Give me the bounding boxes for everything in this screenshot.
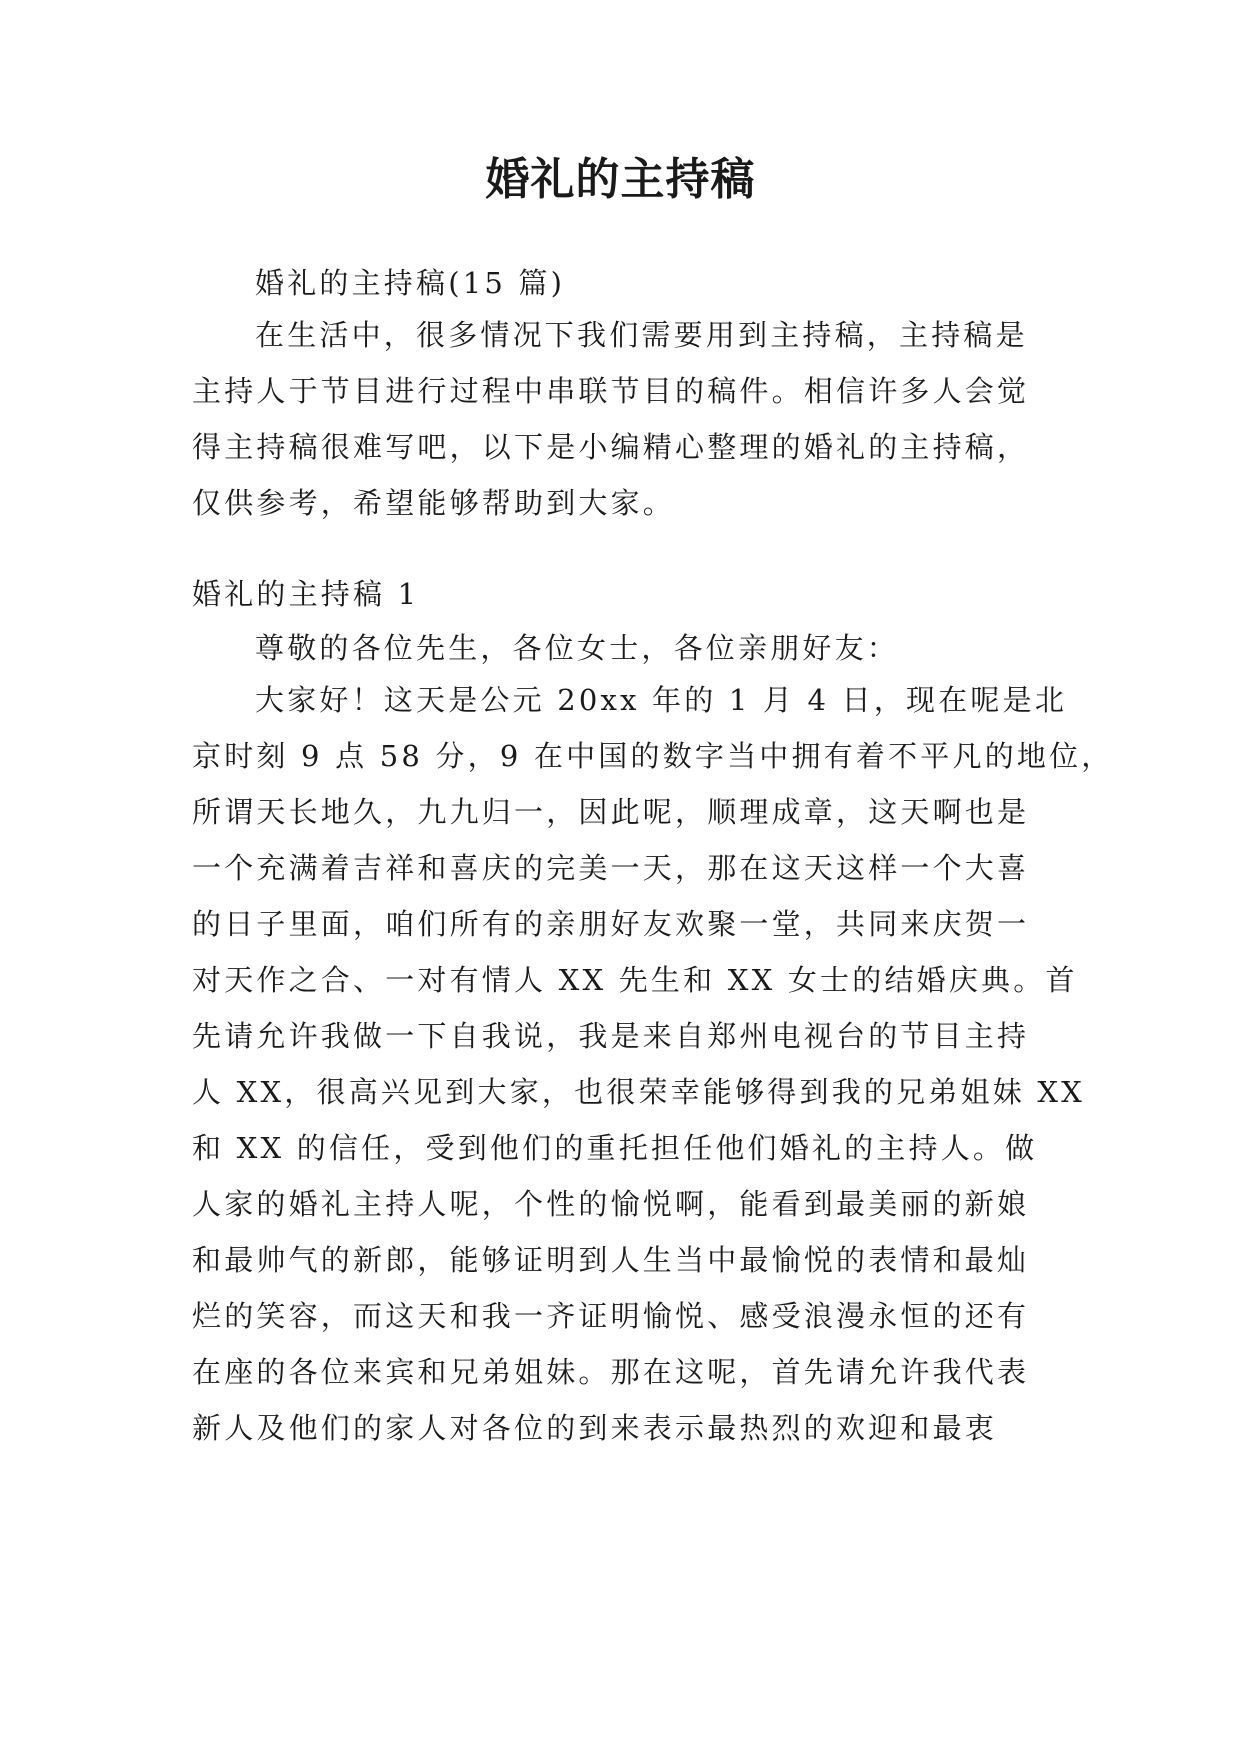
subtitle-block: [192, 255, 1052, 311]
body-line: 一个充满着吉祥和喜庆的完美一天，那在这天这样一个大喜: [192, 851, 1030, 885]
document-subtitle: 婚礼的主持稿(15 篇): [255, 266, 566, 300]
body-line: 京时刻 9 点 58 分，9 在中国的数字当中拥有着不平凡的地位，: [192, 739, 1114, 773]
intro-line: 主持人于节目进行过程中串联节目的稿件。相信许多人会觉: [192, 374, 1030, 408]
body-line: 所谓天长地久，九九归一，因此呢，顺理成章，这天啊也是: [192, 795, 1030, 829]
body-line: 先请允许我做一下自我说，我是来自郑州电视台的节目主持: [192, 1019, 1030, 1053]
section-heading-block: [192, 566, 1052, 622]
body-line: 的日子里面，咱们所有的亲朋好友欢聚一堂，共同来庆贺一: [192, 907, 1030, 941]
body-line: 和 XX 的信任，受到他们的重托担任他们婚礼的主持人。做: [192, 1131, 1038, 1165]
document-title: 婚礼的主持稿: [485, 154, 756, 205]
greeting-line: 尊敬的各位先生，各位女士，各位亲朋好友：: [255, 631, 900, 665]
body-line: 烂的笑容，而这天和我一齐证明愉悦、感受浪漫永恒的还有: [192, 1299, 1030, 1333]
body-line: 人 XX，很高兴见到大家，也很荣幸能够得到我的兄弟姐妹 XX: [192, 1075, 1086, 1109]
body-line: 和最帅气的新郎，能够证明到人生当中最愉悦的表情和最灿: [192, 1243, 1030, 1277]
body-line: 对天作之合、一对有情人 XX 先生和 XX 女士的结婚庆典。首: [192, 963, 1078, 997]
body-paragraph: [192, 672, 1114, 1456]
body-line: 大家好！这天是公元 20xx 年的 1 月 4 日，现在呢是北: [255, 683, 1068, 717]
section-heading: 婚礼的主持稿 1: [192, 577, 420, 611]
intro-line: 在生活中，很多情况下我们需要用到主持稿，主持稿是: [255, 318, 1028, 352]
greeting-block: [192, 620, 1052, 676]
body-line: 在座的各位来宾和兄弟姐妹。那在这呢，首先请允许我代表: [192, 1355, 1030, 1389]
intro-line: 仅供参考，希望能够帮助到大家。: [192, 486, 676, 520]
body-line: 新人及他们的家人对各位的到来表示最热烈的欢迎和最衷: [192, 1411, 998, 1445]
body-line: 人家的婚礼主持人呢，个性的愉悦啊，能看到最美丽的新娘: [192, 1187, 1030, 1221]
intro-line: 得主持稿很难写吧，以下是小编精心整理的婚礼的主持稿，: [192, 430, 1030, 464]
intro-paragraph: [192, 307, 1052, 531]
